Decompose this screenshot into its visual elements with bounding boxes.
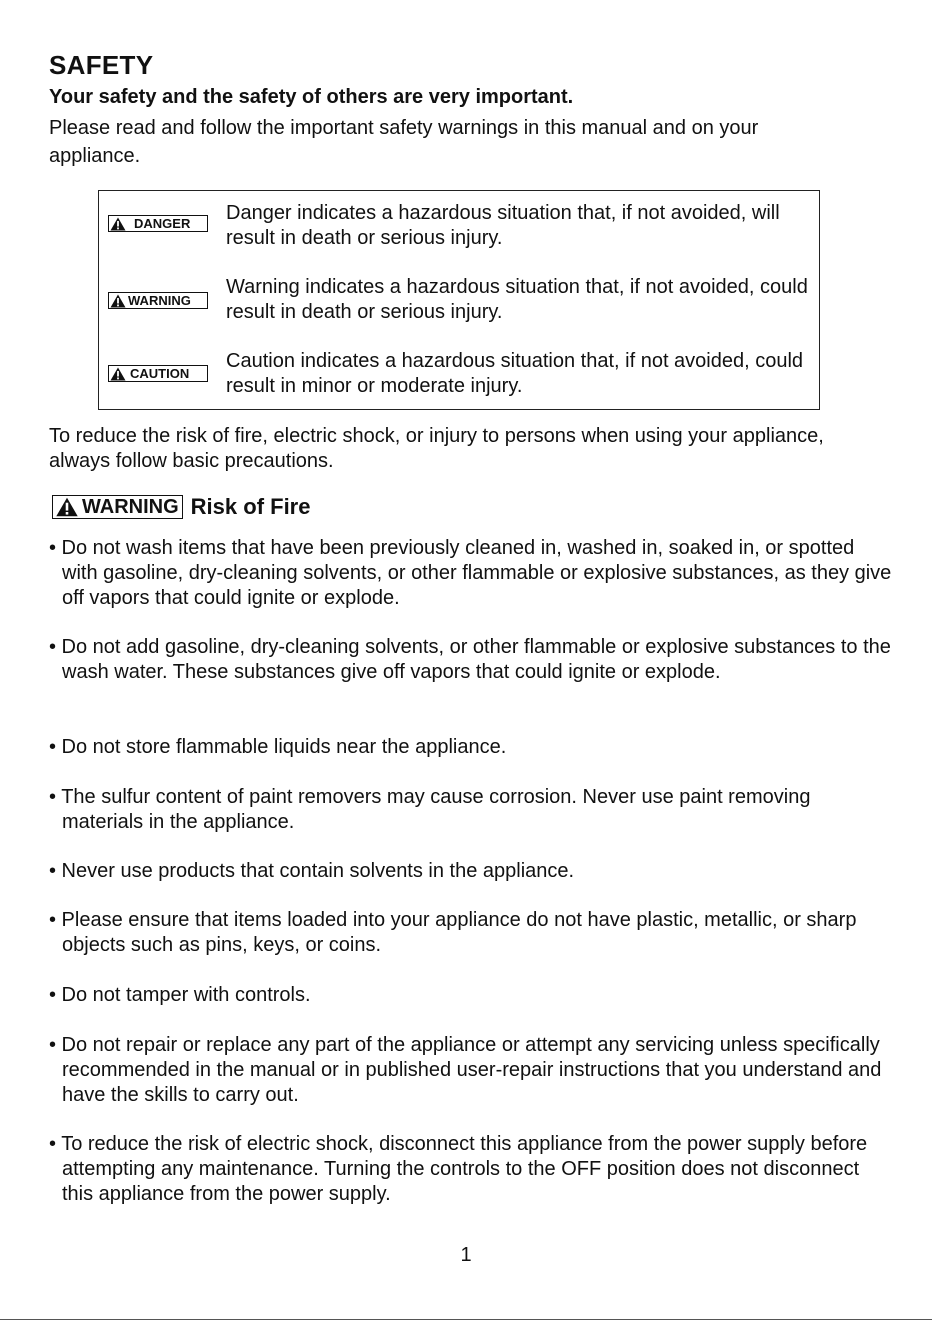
intro-text: Please read and follow the important safety warnings in this manual and on your appliance. (49, 117, 759, 167)
risk-heading (52, 494, 310, 520)
warning-label (108, 292, 208, 309)
warning-triangle-icon (110, 367, 126, 381)
signal-word-box (98, 190, 820, 410)
page-subtitle: Your safety and the safety of others are very important. (49, 86, 574, 108)
list-item: • Do not tamper with controls. (49, 984, 311, 1006)
risk-warning-label-text: WARNING (82, 495, 179, 518)
risk-warning-label (52, 495, 183, 519)
warning-triangle-icon (110, 294, 126, 308)
list-item: • Never use products that contain solvents in the appliance. (49, 860, 575, 882)
precaution-text: To reduce the risk of fire, electric shock, or injury to persons when using your appliance, always follow basic precautions. (49, 425, 824, 472)
page-bottom-rule (0, 1319, 932, 1320)
page-title: SAFETY (49, 50, 154, 80)
list-item: • Please ensure that items loaded into your appliance do not have plastic, metallic, or sharp objects such as pins, keys, or coins. (49, 909, 857, 956)
danger-label (108, 215, 208, 232)
list-item: • Do not wash items that have been previously cleaned in, washed in, soaked in, or spotted with gasoline, dry-cleaning solvents, or other flammable or explosive substances, as they give off vapors that could ignite or explode. (49, 537, 892, 609)
page-number: 1 (460, 1244, 472, 1266)
list-item: • Do not repair or replace any part of the appliance or attempt any servicing unless specifically recommended in the manual or in published user-repair instructions that you understand and have the skills to carry out. (49, 1034, 882, 1106)
list-item: • To reduce the risk of electric shock, disconnect this appliance from the power supply before attempting any maintenance. Turning the controls to the OFF position does not disconnect this appliance from the power supply. (49, 1133, 868, 1205)
caution-definition: Caution indicates a hazardous situation that, if not avoided, could result in minor or moderate injury. (226, 350, 804, 397)
warning-triangle-icon (110, 217, 126, 231)
caution-label-text: CAUTION (130, 366, 190, 381)
list-item: • The sulfur content of paint removers may cause corrosion. Never use paint removing materials in the appliance. (49, 786, 811, 833)
warning-definition: Warning indicates a hazardous situation that, if not avoided, could result in death or serious injury. (226, 276, 808, 323)
warning-triangle-icon (55, 497, 79, 517)
warning-label-text: WARNING (128, 293, 191, 308)
danger-label-text: DANGER (134, 216, 191, 231)
caution-label (108, 365, 208, 382)
list-item: • Do not add gasoline, dry-cleaning solvents, or other flammable or explosive substances to the wash water. These substances give off vapors that could ignite or explode. (49, 636, 891, 683)
danger-definition: Danger indicates a hazardous situation that, if not avoided, will result in death or serious injury. (226, 202, 780, 249)
risk-title: Risk of Fire (190, 494, 311, 519)
list-item: • Do not store flammable liquids near the appliance. (49, 736, 507, 758)
